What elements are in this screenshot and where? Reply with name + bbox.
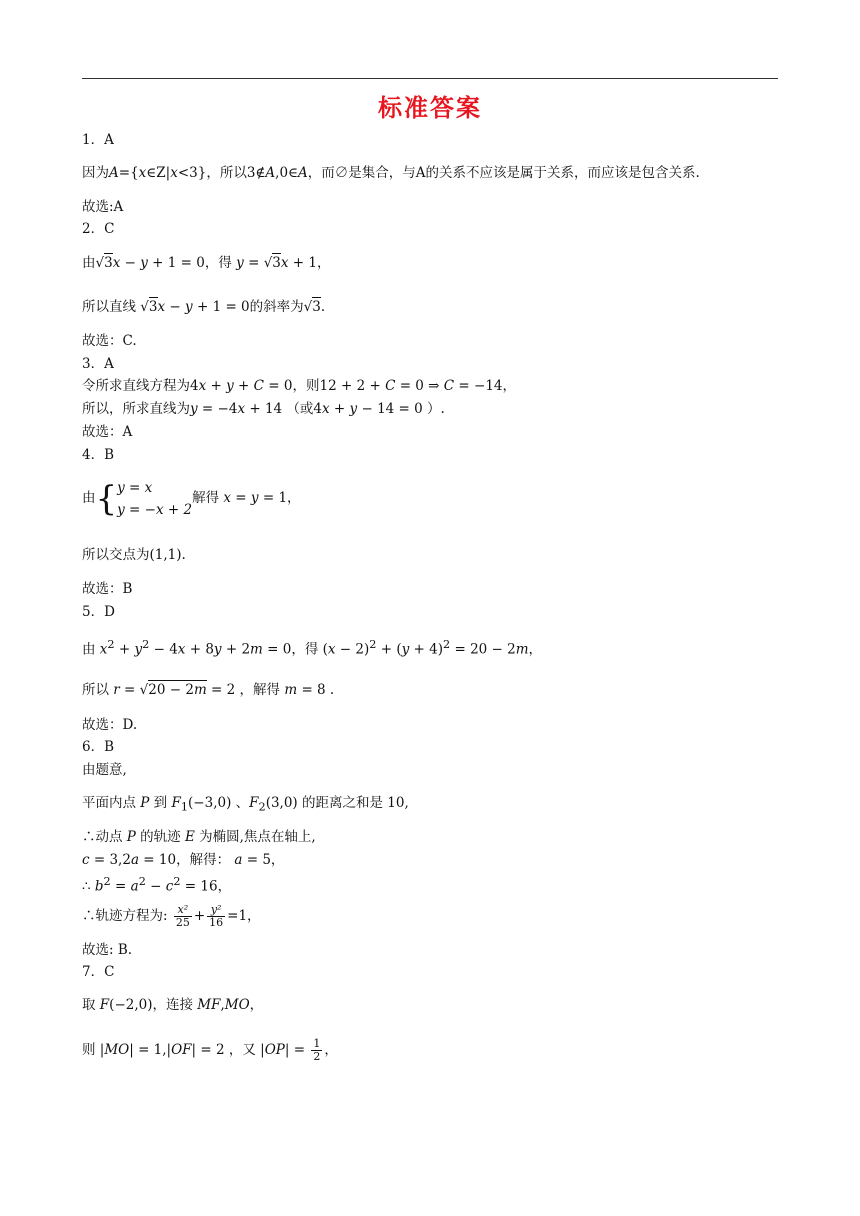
answer-5-heading: 5．D (82, 604, 115, 620)
answer-2-heading: 2．C (82, 221, 115, 237)
fraction-one-half: $\frac{1}{2}$ (313, 1037, 321, 1063)
answer-6-line-2: 平面内点 P 到 $F_1(-3,0)$ 、$F_2(3,0)$ 的距离之和是 10, (82, 795, 409, 814)
answer-6-line-4: c = 3,2a = 10，解得： a = 5， (82, 852, 285, 868)
answer-3-line-2: 所以，所求直线为y = −4x + 14 （或4x + y − 14 = 0 ）. (82, 401, 445, 417)
answer-7-line-2: 则 |MO| = 1,|OF| = 2 ，又 |OP| = $\frac{1}{2}$ ， (82, 1037, 338, 1063)
answer-3-choice: 故选：A (82, 424, 133, 440)
answer-2-choice: 故选：C. (82, 333, 137, 349)
answer-6-line-5: ∴ $b^2 = a^2 - c^2 = 16$， (82, 875, 232, 895)
top-rule (82, 78, 778, 79)
answer-1-choice: 故选:A (82, 199, 124, 215)
equation-system: y = x y = −x + 2 (117, 479, 193, 518)
answer-2-line-1: 由√3x − y + 1 = 0，得 y = √3x + 1， (82, 255, 331, 271)
answer-6-choice: 故选: B. (82, 942, 133, 958)
answer-1-explanation: 因为A={x∈Z|x<3}，所以3∉A,0∈A，而∅是集合，与A的关系不应该是属于关系，而应该是包含关系. (82, 165, 700, 181)
answer-6-line-6: ∴轨迹方程为: $\frac{\text{x²}}{25}$ + $\frac{\text{y²}}{16}$ =1， (82, 903, 261, 929)
answer-3-heading: 3．A (82, 356, 114, 372)
answer-6-line-3: ∴动点 P 的轨迹 E 为椭圆,焦点在轴上, (82, 829, 316, 845)
answer-1-heading: 1．A (82, 132, 114, 148)
answer-3-line-1: 令所求直线方程为4x + y + C = 0，则12 + 2 + C = 0 ⇒ C = −14， (82, 378, 517, 394)
answer-6-line-1: 由题意, (82, 762, 127, 778)
answer-2-line-2: 所以直线 √3x − y + 1 = 0的斜率为√3. (82, 299, 326, 315)
answer-4-line-2: 所以交点为(1,1). (82, 547, 186, 563)
fraction-y2-16: $\frac{\text{y²}}{16}$ (209, 903, 224, 929)
page-title: 标准答案 (378, 94, 482, 122)
answer-4-line-1: 由{ y = x y = −x + 2 解得 x = y = 1， (82, 478, 301, 519)
answer-5-line-1: 由 $x^2 + y^2 - 4x + 8y + 2m = 0$，得 $(x - 2)^2 + (y + 4)^2 = 20 - 2m$， (82, 638, 543, 658)
answer-4-heading: 4．B (82, 447, 115, 463)
answer-5-line-2: 所以 r = √20 − 2m = 2 ，解得 m = 8 . (82, 682, 335, 698)
answer-6-heading: 6．B (82, 739, 115, 755)
fraction-x2-25: $\frac{\text{x²}}{25}$ (175, 903, 190, 929)
answer-5-choice: 故选：D. (82, 717, 138, 733)
answer-7-line-1: 取 F(−2,0)，连接 MF,MO， (82, 997, 264, 1013)
answer-7-heading: 7．C (82, 964, 115, 980)
answer-4-choice: 故选：B (82, 581, 133, 597)
